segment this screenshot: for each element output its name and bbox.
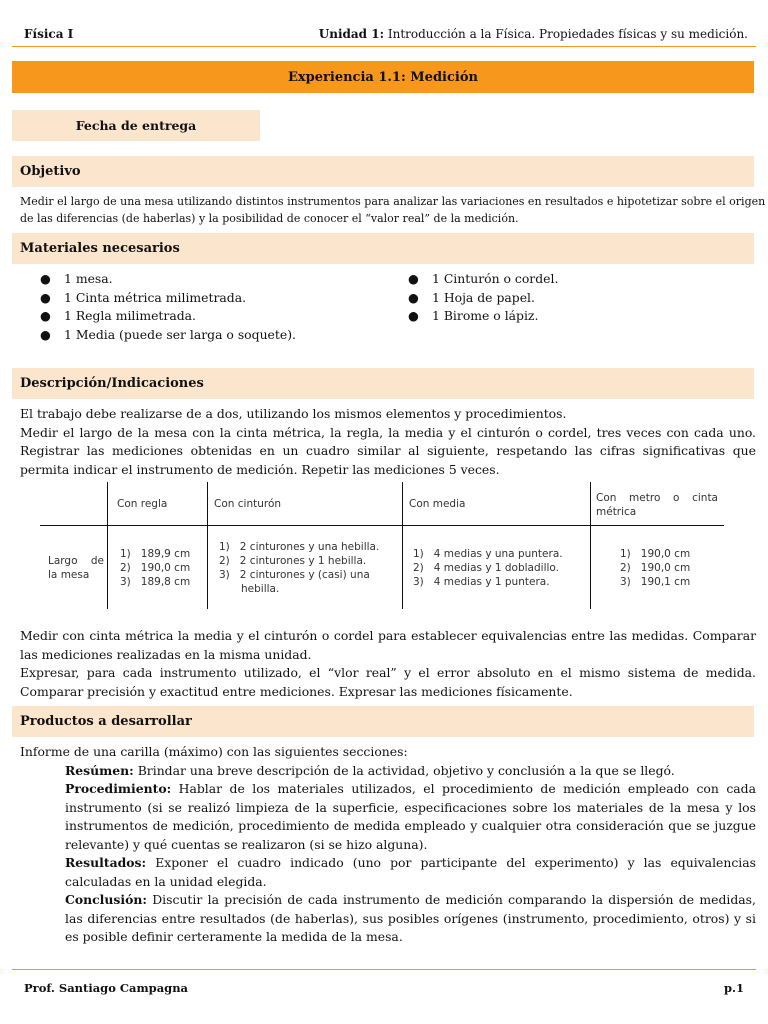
section-conclusion bbox=[20, 891, 756, 947]
cell-cinturon bbox=[219, 540, 395, 596]
material-mesa: 1 mesa. bbox=[64, 271, 113, 286]
list-item bbox=[20, 326, 380, 345]
descripcion-heading: Descripción/Indicaciones bbox=[12, 368, 754, 399]
objetivo-line-1: Medir el largo de una mesa utilizando distintos instrumentos para analizar las variaciones en resultados e hipotetizar sobre el origen bbox=[20, 195, 766, 208]
section-resultados bbox=[20, 854, 756, 891]
procedimiento-text: Hablar de los materiales utilizados, el procedimiento de medición empleado con cada instrumento (si se realizó limpieza de la superficie, especificaciones sobre los materiales de la mesa y los instrumentos de medición, procedimiento de medida empleado y cualquier otra consideración que se juzgue relevante) y qué cuentas se realizaron (si se hizo alguna). bbox=[65, 781, 756, 852]
media-2: 2) 4 medias y 1 dobladillo. bbox=[413, 562, 559, 574]
unit-header bbox=[319, 27, 748, 41]
header-divider bbox=[12, 46, 756, 47]
resumen-text: Brindar una breve descripción de la actividad, objetivo y conclusión a la que se llegó. bbox=[137, 762, 675, 778]
cinturon-1: 1) 2 cinturones y una hebilla. bbox=[219, 541, 380, 553]
table-hline bbox=[40, 525, 724, 526]
header-metro: Con metro o cinta métrica bbox=[596, 492, 718, 518]
material-hoja: 1 Hoja de papel. bbox=[432, 289, 535, 305]
row-label: Largo de la mesa bbox=[48, 555, 104, 581]
cinturon-3b: hebilla. bbox=[241, 583, 280, 595]
descripcion-p2: Medir el largo de la mesa con la cinta métrica, la regla, la media y el cinturón o cordel, tres veces con cada uno. Registrar las mediciones obtenidas en un cuadro similar al siguiente, respetando las cifras significativas que permita indicar el instrumento de medición. Repetir las mediciones 5 veces. bbox=[20, 424, 756, 477]
metro-1: 1) 190,0 cm bbox=[620, 548, 691, 560]
list-item bbox=[388, 307, 748, 326]
procedimiento-label: Procedimiento: bbox=[65, 781, 172, 796]
descripcion-p3: Medir con cinta métrica la media y el cinturón o cordel para establecer equivalencias entre las medidas. Comparar las mediciones realizadas en la misma unidad. bbox=[20, 628, 756, 662]
cell-metro bbox=[620, 547, 690, 589]
bullet: ● bbox=[408, 308, 419, 323]
objetivo-text bbox=[20, 193, 766, 227]
section-procedimiento bbox=[20, 780, 756, 854]
material-cinturon: 1 Cinturón o cordel. bbox=[432, 271, 559, 286]
conclusion-label: Conclusión: bbox=[65, 892, 147, 907]
resultados-text: Exponer el cuadro indicado (uno por participante del experimento) y las equivalencias calculadas en la unidad elegida. bbox=[65, 855, 756, 889]
objetivo-heading: Objetivo bbox=[12, 156, 754, 187]
productos-body bbox=[20, 743, 756, 947]
table-vline bbox=[590, 482, 591, 609]
table-vline bbox=[107, 482, 108, 609]
unit-title: Introducción a la Física. Propiedades físicas y su medición. bbox=[387, 27, 748, 41]
bullet: ● bbox=[40, 308, 51, 323]
unit-label: Unidad 1: bbox=[318, 27, 385, 41]
regla-3: 3) 189,8 cm bbox=[120, 576, 191, 588]
page-title: Experiencia 1.1: Medición bbox=[12, 61, 754, 93]
footer-divider bbox=[12, 969, 756, 970]
bullet: ● bbox=[40, 326, 51, 342]
material-media: 1 Media (puede ser larga o soquete). bbox=[64, 326, 296, 342]
productos-intro: Informe de una carilla (máximo) con las siguientes secciones: bbox=[20, 744, 408, 759]
media-1: 1) 4 medias y una puntera. bbox=[413, 548, 563, 560]
page-number: p.1 bbox=[723, 981, 744, 995]
header-cinturon: Con cinturón bbox=[214, 498, 282, 510]
metro-3: 3) 190,1 cm bbox=[620, 576, 691, 588]
materiales-heading: Materiales necesarios bbox=[12, 233, 754, 264]
cinturon-2: 2) 2 cinturones y 1 hebilla. bbox=[219, 555, 367, 567]
conclusion-text: Discutir la precisión de cada instrumento de medición comparando la dispersión de medidas, las diferencias entre resultados (de haberlas), sus posibles orígenes (instrumento, procedimiento, otros) y si es posible definir certeramente la medida de la mesa. bbox=[65, 892, 756, 944]
author: Prof. Santiago Campagna bbox=[24, 981, 189, 995]
media-3: 3) 4 medias y 1 puntera. bbox=[413, 576, 550, 588]
descripcion-p4: Expresar, para cada instrumento utilizado, el “vlor real” y el error absoluto en el mismo sistema de medida. Comparar precisión y exactitud entre mediciones. Expresar las mediciones físicamente. bbox=[20, 665, 756, 699]
material-cinta: 1 Cinta métrica milimetrada. bbox=[64, 289, 247, 305]
list-item bbox=[20, 289, 380, 308]
productos-heading: Productos a desarrollar bbox=[12, 706, 754, 737]
regla-1: 1) 189,9 cm bbox=[120, 548, 191, 560]
objetivo-line-2: de las diferencias (de haberlas) y la posibilidad de conocer el “valor real” de la medición. bbox=[20, 212, 519, 225]
due-date-label: Fecha de entrega bbox=[12, 110, 260, 141]
bullet: ● bbox=[408, 289, 419, 305]
descripcion-text-1 bbox=[20, 405, 756, 479]
list-item bbox=[20, 270, 380, 289]
bullet: ● bbox=[40, 289, 51, 305]
bullet: ● bbox=[40, 271, 51, 286]
bullet: ● bbox=[408, 271, 419, 286]
descripcion-text-2 bbox=[20, 627, 756, 701]
header-regla: Con regla bbox=[117, 498, 168, 510]
header-media: Con media bbox=[409, 498, 466, 510]
measurements-table bbox=[40, 482, 724, 612]
resultados-label: Resultados: bbox=[65, 855, 147, 870]
cell-media bbox=[413, 547, 563, 589]
list-item bbox=[388, 289, 748, 308]
course-name: Física I bbox=[24, 27, 74, 41]
metro-2: 2) 190,0 cm bbox=[620, 562, 691, 574]
materiales-list-left bbox=[20, 270, 380, 344]
regla-2: 2) 190,0 cm bbox=[120, 562, 191, 574]
material-regla: 1 Regla milimetrada. bbox=[64, 308, 196, 323]
cell-regla bbox=[120, 547, 190, 589]
list-item bbox=[20, 307, 380, 326]
descripcion-p1: El trabajo debe realizarse de a dos, utilizando los mismos elementos y procedimientos. bbox=[20, 406, 567, 421]
cinturon-3: 3) 2 cinturones y (casi) una bbox=[219, 569, 370, 581]
resumen-label: Resúmen: bbox=[65, 762, 134, 778]
list-item bbox=[388, 270, 748, 289]
table-vline bbox=[402, 482, 403, 609]
table-vline bbox=[207, 482, 208, 609]
material-birome: 1 Birome o lápiz. bbox=[432, 308, 539, 323]
section-resumen bbox=[20, 762, 756, 781]
materiales-list-right bbox=[388, 270, 748, 326]
